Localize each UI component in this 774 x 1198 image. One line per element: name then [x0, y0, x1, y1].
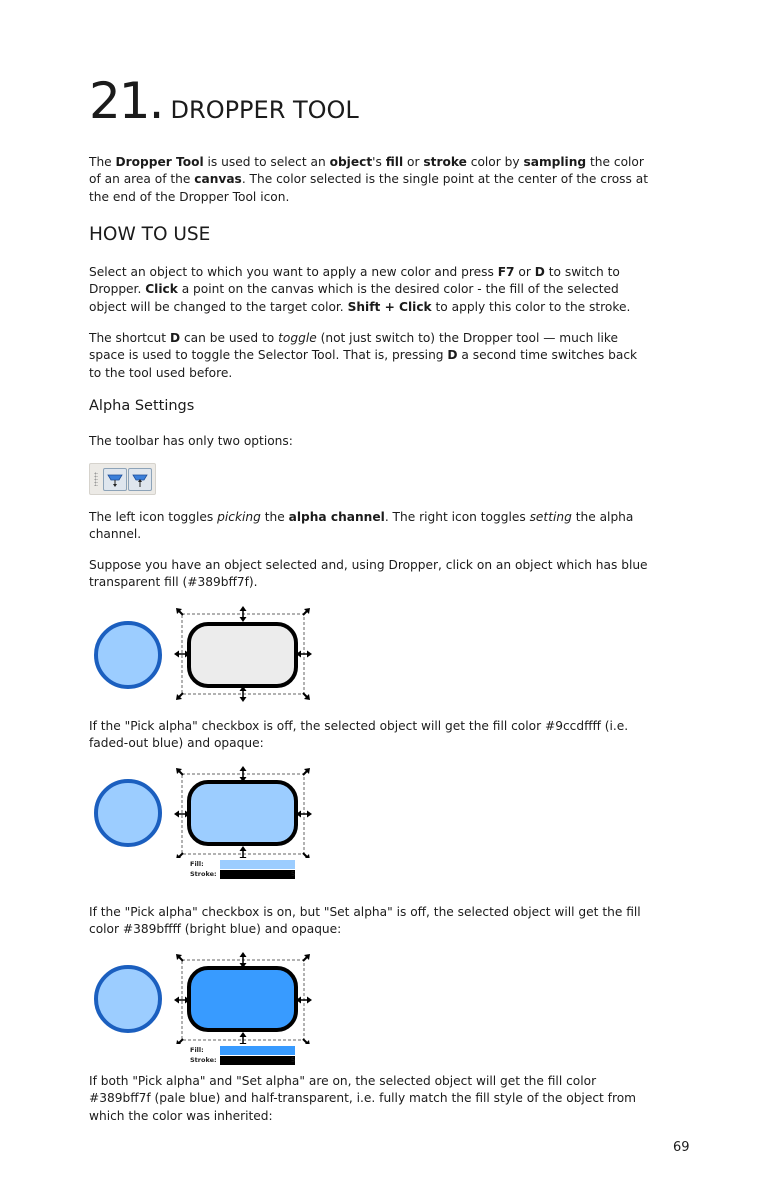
stroke-label: Stroke: — [190, 1056, 217, 1064]
toolbar-grip-handle[interactable] — [94, 472, 98, 486]
pick-alpha-off-paragraph: If the "Pick alpha" checkbox is off, the selected object will get the fill color #9ccdffff (i.e. faded-out blue) and opaque: — [89, 719, 629, 751]
scale-handle-corner-stem[interactable] — [303, 957, 307, 961]
scale-handle-horizontal[interactable] — [307, 811, 312, 818]
chapter-heading — [89, 72, 359, 130]
stroke-swatch[interactable] — [220, 870, 295, 879]
scale-handle-horizontal[interactable] — [174, 811, 179, 818]
alpha-settings-heading: Alpha Settings — [89, 398, 195, 414]
scale-handle-horizontal[interactable] — [174, 651, 179, 658]
stroke-width-value: 5 — [291, 1056, 296, 1064]
scale-handle-corner-stem[interactable] — [179, 693, 183, 697]
selected-rounded-rect[interactable] — [189, 968, 296, 1030]
scale-handle-corner-stem[interactable] — [303, 611, 307, 615]
how-to-use-heading: HOW TO USE — [89, 224, 211, 245]
figure-pick-alpha-off — [85, 760, 325, 858]
scale-handle-vertical[interactable] — [240, 857, 247, 858]
scale-handle-vertical[interactable] — [240, 766, 247, 771]
chapter-number-dot: . — [148, 72, 165, 130]
figure-original-selection — [85, 600, 325, 704]
stroke-width-value: 5 — [291, 870, 296, 878]
toolbar-options-paragraph: The toolbar has only two options: — [89, 434, 293, 448]
scale-handle-horizontal[interactable] — [174, 997, 179, 1004]
pick-alpha-on-set-off-paragraph: If the "Pick alpha" checkbox is on, but "Set alpha" is off, the selected object will get the fill color #389bffff (bright blue) and opaque: — [89, 905, 641, 937]
fill-swatch[interactable] — [220, 860, 295, 869]
scale-handle-corner-stem[interactable] — [303, 771, 307, 775]
source-circle[interactable] — [96, 967, 160, 1031]
scale-handle-vertical[interactable] — [240, 617, 247, 622]
stroke-swatch[interactable] — [220, 1056, 295, 1065]
scale-handle-vertical[interactable] — [240, 606, 247, 611]
scale-handle-horizontal[interactable] — [307, 651, 312, 658]
pick-alpha-button[interactable] — [103, 468, 127, 491]
scale-handle-vertical[interactable] — [240, 697, 247, 702]
pick-alpha-icon — [104, 469, 126, 490]
scale-handle-corner-stem[interactable] — [179, 611, 183, 615]
set-alpha-button[interactable] — [128, 468, 152, 491]
how-to-use-paragraph-2: The shortcut D can be used to toggle (not just switch to) the Dropper tool — much like space is used to toggle the Selector Tool. That is, pressing D a second time switches back to the tool used before. — [89, 331, 638, 380]
stroke-label: Stroke: — [190, 870, 217, 878]
set-alpha-icon — [129, 469, 151, 490]
source-circle[interactable] — [96, 781, 160, 845]
selected-rounded-rect[interactable] — [189, 782, 296, 844]
fill-swatch[interactable] — [220, 1046, 295, 1055]
scale-handle-vertical[interactable] — [240, 1032, 247, 1037]
figure-pick-alpha-on — [85, 946, 325, 1044]
dropper-toolbar — [89, 463, 156, 495]
fill-label: Fill: — [190, 1046, 204, 1054]
scale-handle-corner-stem[interactable] — [179, 957, 183, 961]
intro-paragraph: The Dropper Tool is used to select an object's fill or stroke color by sampling the color of an area of the canvas. The color selected is the single point at the center of the cross at the end of the Dropper Tool icon. — [89, 155, 648, 204]
chapter-title: DROPPER TOOL — [170, 96, 359, 124]
scale-handle-vertical[interactable] — [240, 1043, 247, 1044]
fill-label: Fill: — [190, 860, 204, 868]
suppose-paragraph: Suppose you have an object selected and, using Dropper, click on an object which has blue transparent fill (#389bff7f). — [89, 558, 648, 590]
scale-handle-corner-stem[interactable] — [179, 771, 183, 775]
scale-handle-vertical[interactable] — [240, 846, 247, 851]
scale-handle-vertical[interactable] — [240, 952, 247, 957]
scale-handle-corner-stem[interactable] — [179, 1039, 183, 1043]
scale-handle-corner-stem[interactable] — [179, 853, 183, 857]
scale-handle-corner-stem[interactable] — [303, 1039, 307, 1043]
icons-paragraph: The left icon toggles picking the alpha channel. The right icon toggles setting the alpha channel. — [89, 510, 634, 542]
both-alpha-on-paragraph: If both "Pick alpha" and "Set alpha" are on, the selected object will get the fill color #389bff7f (pale blue) and half-transparent, i.e. fully match the fill style of the object from which the color was inherited: — [89, 1074, 637, 1123]
page-number: 69 — [673, 1140, 690, 1155]
scale-handle-corner-stem[interactable] — [303, 693, 307, 697]
chapter-number: 21 — [89, 72, 149, 130]
scale-handle-corner-stem[interactable] — [303, 853, 307, 857]
how-to-use-paragraph-1: Select an object to which you want to apply a new color and press F7 or D to switch to Dropper. Click a point on the canvas which is the desired color - the fill of the selected object will be changed to the target color. Shift + Click to apply this color to the stroke. — [89, 265, 631, 314]
scale-handle-horizontal[interactable] — [307, 997, 312, 1004]
source-circle[interactable] — [96, 623, 160, 687]
selected-rounded-rect[interactable] — [189, 624, 296, 686]
